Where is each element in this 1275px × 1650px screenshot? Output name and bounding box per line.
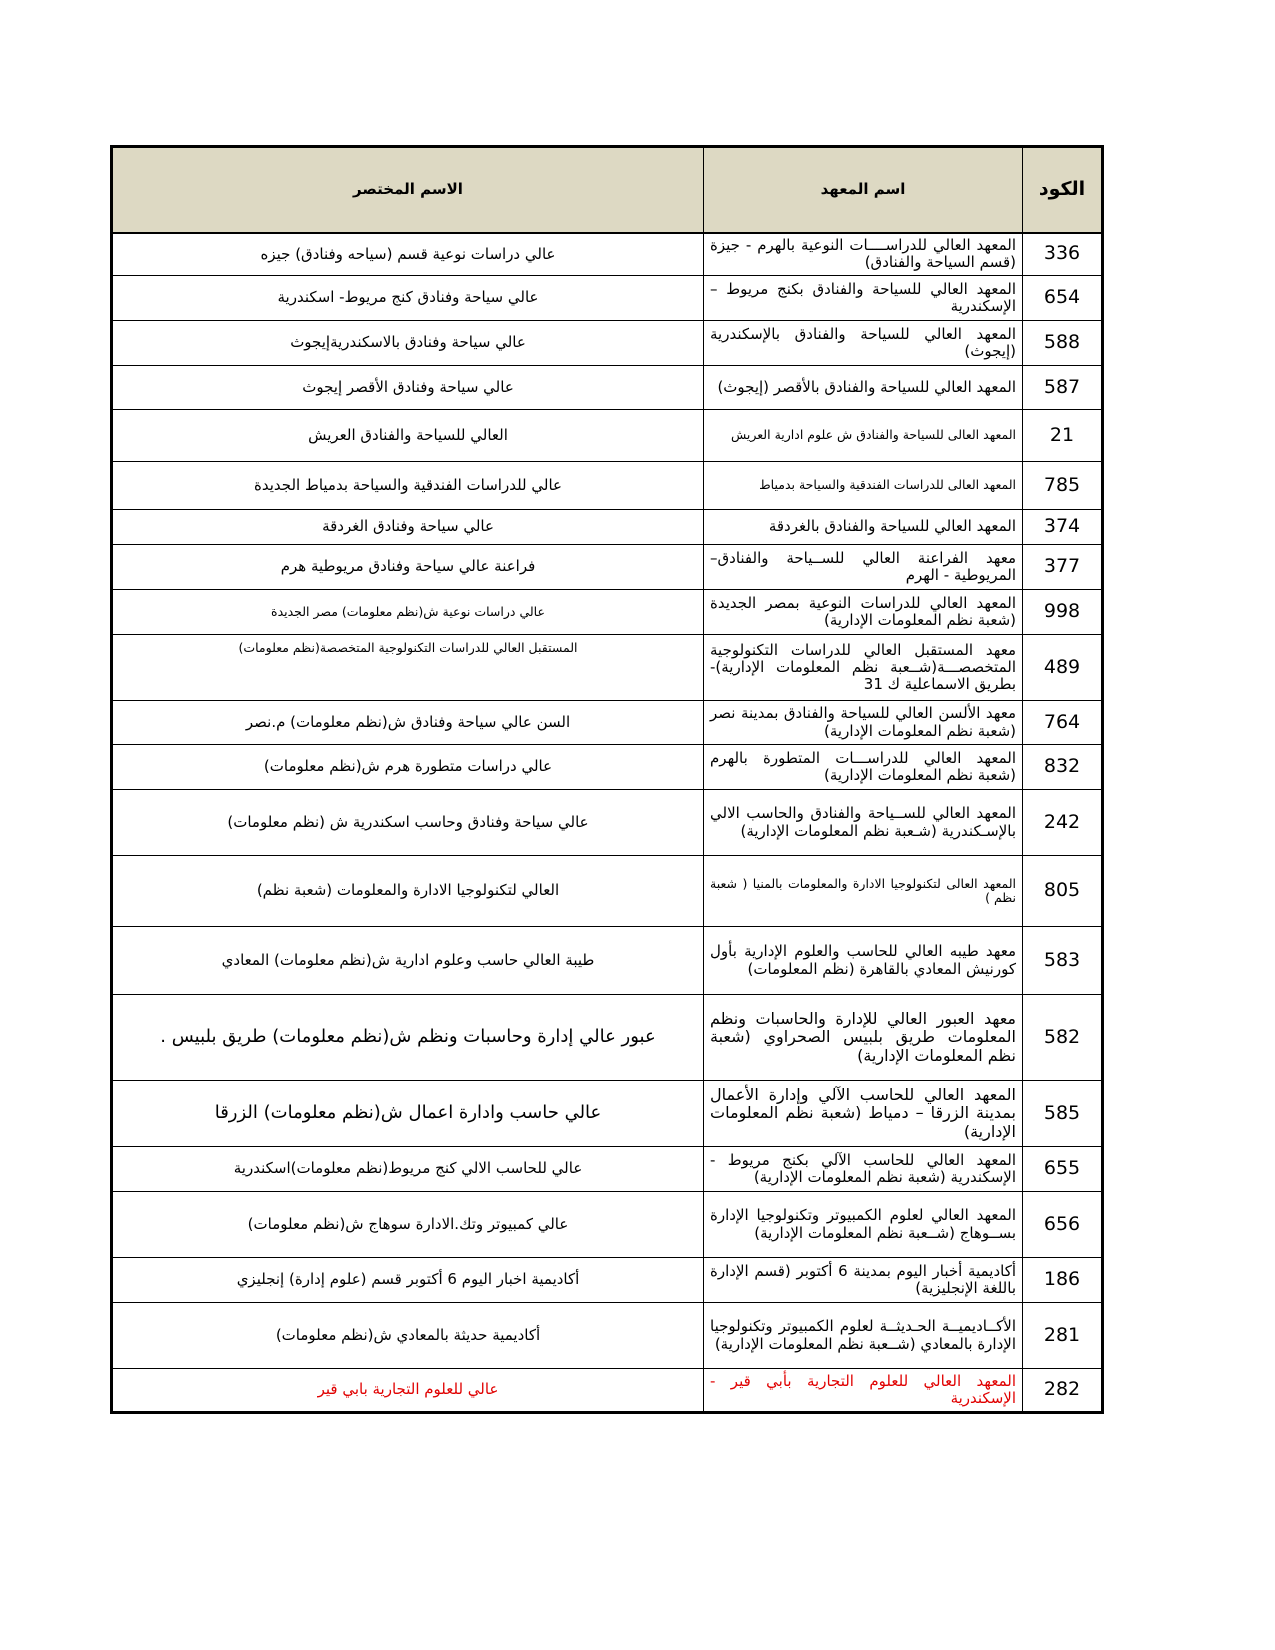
table-row: [112, 462, 1103, 510]
table-row: [112, 1081, 1103, 1147]
row-institute-name: المعهد العالي لعلوم الكمبيوتر وتكنولوجيا الإدارة بســوهاج (شــعبة نظم المعلومات الإدارية): [704, 1192, 1023, 1258]
row-code: 374: [1023, 510, 1103, 545]
row-institute-name: المعهد العالى للدراسات الفندقية والسياحة بدمياط: [704, 462, 1023, 510]
row-institute-name: المعهد العالي للدراســـات المتطورة بالهرم (شعبة نظم المعلومات الإدارية): [704, 745, 1023, 790]
row-short-name: عالي سياحة وفنادق الأقصر إيجوث: [112, 366, 704, 410]
row-institute-name: المعهد العالي للسياحة والفنادق بالغردقة: [704, 510, 1023, 545]
table-row: [112, 321, 1103, 366]
row-institute-name: المعهد العالي للسياحة والفنادق بالأقصر (إيجوث): [704, 366, 1023, 410]
row-institute-name: أكاديمية أخبار اليوم بمدينة 6 أكتوبر (قسم الإدارة باللغة الإنجليزية): [704, 1258, 1023, 1303]
table-row-highlighted: [112, 1369, 1103, 1413]
row-code: 805: [1023, 856, 1103, 927]
table-row: [112, 510, 1103, 545]
row-institute-name: معهد طيبه العالي للحاسب والعلوم الإدارية بأول كورنيش المعادي بالقاهرة (نظم المعلومات): [704, 927, 1023, 995]
row-code: 281: [1023, 1303, 1103, 1369]
header-institute-name: اسم المعهد: [704, 147, 1023, 233]
table-row: [112, 545, 1103, 590]
row-code: 336: [1023, 233, 1103, 276]
row-institute-name: المعهد العالى لتكنولوجيا الادارة والمعلومات بالمنيا ( شعبة نظم ): [704, 856, 1023, 927]
header-code: الكود: [1023, 147, 1103, 233]
row-institute-name: المعهد العالي للحاسب الآلي بكنج مريوط - الإسكندرية (شعبة نظم المعلومات الإدارية): [704, 1147, 1023, 1192]
table-row: [112, 995, 1103, 1081]
row-short-name: عالي دراسات نوعية قسم (سياحه وفنادق) جيزه: [112, 233, 704, 276]
row-institute-name: المعهد العالي للسياحة والفنادق بكنج مريوط – الإسكندرية: [704, 276, 1023, 321]
table-header-row: [112, 147, 1103, 233]
row-short-name: عالي دراسات نوعية ش(نظم معلومات) مصر الجديدة: [112, 590, 704, 635]
row-short-name: طيبة العالي حاسب وعلوم ادارية ش(نظم معلومات) المعادي: [112, 927, 704, 995]
row-code: 785: [1023, 462, 1103, 510]
table-row: [112, 790, 1103, 856]
row-code: 186: [1023, 1258, 1103, 1303]
table-row: [112, 635, 1103, 701]
row-code: 587: [1023, 366, 1103, 410]
row-institute-name: معهد الفراعنة العالي للســياحة والفنادق– المريوطية - الهرم: [704, 545, 1023, 590]
row-code: 654: [1023, 276, 1103, 321]
row-code: 588: [1023, 321, 1103, 366]
row-code: 656: [1023, 1192, 1103, 1258]
row-short-name: السن عالي سياحة وفنادق ش(نظم معلومات) م.نصر: [112, 701, 704, 745]
row-institute-name: معهد المستقبل العالي للدراسات التكنولوجية المتخصصـــة(شــعبة نظم المعلومات الإدارية)-بطريق الاسماعلية ك 31: [704, 635, 1023, 701]
row-institute-name: المعهد العالي للسياحة والفنادق بالإسكندرية (إيجوث): [704, 321, 1023, 366]
row-institute-name: معهد العبور العالي للإدارة والحاسبات ونظم المعلومات طريق بلبيس الصحراوي (شعبة نظم المعلومات الإدارية): [704, 995, 1023, 1081]
row-institute-name: المعهد العالي للدراســــات النوعية بالهرم - جيزة (قسم السياحة والفنادق): [704, 233, 1023, 276]
row-institute-name: المعهد العالي للدراسات النوعية بمصر الجديدة (شعبة نظم المعلومات الإدارية): [704, 590, 1023, 635]
row-institute-name: المعهد العالى للسياحة والفنادق ش علوم ادارية العريش: [704, 410, 1023, 462]
row-code: 585: [1023, 1081, 1103, 1147]
institutes-table: [110, 145, 1104, 1414]
row-institute-name: الأكــاديميــة الحـديثــة لعلوم الكمبيوتر وتكنولوجيا الإدارة بالمعادي (شــعبة نظم المعلومات الإدارية): [704, 1303, 1023, 1369]
table-row: [112, 1303, 1103, 1369]
row-short-name: المستقبل العالي للدراسات التكنولوجية المتخصصة(نظم معلومات): [112, 635, 704, 701]
row-institute-name: المعهد العالي للحاسب الآلي وإدارة الأعمال بمدينة الزرقا – دمياط (شعبة نظم المعلومات الإدارية): [704, 1081, 1023, 1147]
row-short-name: فراعنة عالي سياحة وفنادق مريوطية هرم: [112, 545, 704, 590]
table-row: [112, 590, 1103, 635]
table-row: [112, 1258, 1103, 1303]
row-short-name: أكاديمية حديثة بالمعادي ش(نظم معلومات): [112, 1303, 704, 1369]
row-short-name: عالي للعلوم التجارية بابي قير: [112, 1369, 704, 1413]
table-row: [112, 410, 1103, 462]
table-row: [112, 233, 1103, 276]
row-short-name: عالي حاسب وادارة اعمال ش(نظم معلومات) الزرقا: [112, 1081, 704, 1147]
row-short-name: عالي كمبيوتر وتك.الادارة سوهاج ش(نظم معلومات): [112, 1192, 704, 1258]
row-short-name: عالي للحاسب الالي كنج مريوط(نظم معلومات)اسكندرية: [112, 1147, 704, 1192]
table-row: [112, 366, 1103, 410]
table-row: [112, 1147, 1103, 1192]
row-short-name: عالي سياحة وفنادق الغردقة: [112, 510, 704, 545]
row-code: 377: [1023, 545, 1103, 590]
row-short-name: عبور عالي إدارة وحاسبات ونظم ش(نظم معلومات) طريق بلبيس .: [112, 995, 704, 1081]
row-code: 21: [1023, 410, 1103, 462]
header-short-name: الاسم المختصر: [112, 147, 704, 233]
table-row: [112, 701, 1103, 745]
row-code: 998: [1023, 590, 1103, 635]
row-short-name: عالي سياحة وفنادق كنج مريوط- اسكندرية: [112, 276, 704, 321]
table-row: [112, 927, 1103, 995]
table-row: [112, 1192, 1103, 1258]
row-code: 655: [1023, 1147, 1103, 1192]
row-code: 583: [1023, 927, 1103, 995]
table-row: [112, 745, 1103, 790]
row-short-name: العالي للسياحة والفنادق العريش: [112, 410, 704, 462]
row-code: 582: [1023, 995, 1103, 1081]
row-institute-name: معهد الألسن العالي للسياحة والفنادق بمدينة نصر (شعبة نظم المعلومات الإدارية): [704, 701, 1023, 745]
table-row: [112, 276, 1103, 321]
row-short-name: عالي دراسات متطورة هرم ش(نظم معلومات): [112, 745, 704, 790]
row-short-name: أكاديمية اخبار اليوم 6 أكتوبر قسم (علوم إدارة) إنجليزي: [112, 1258, 704, 1303]
row-code: 489: [1023, 635, 1103, 701]
row-code: 764: [1023, 701, 1103, 745]
row-short-name: العالي لتكنولوجيا الادارة والمعلومات (شعبة نظم): [112, 856, 704, 927]
row-code: 282: [1023, 1369, 1103, 1413]
row-short-name: عالي للدراسات الفندقية والسياحة بدمياط الجديدة: [112, 462, 704, 510]
row-code: 242: [1023, 790, 1103, 856]
row-code: 832: [1023, 745, 1103, 790]
row-short-name: عالي سياحة وفنادق وحاسب اسكندرية ش (نظم معلومات): [112, 790, 704, 856]
row-institute-name: المعهد العالي للعلوم التجارية بأبي قير - الإسكندرية: [704, 1369, 1023, 1413]
row-short-name: عالي سياحة وفنادق بالاسكندريةإيجوث: [112, 321, 704, 366]
table-row: [112, 856, 1103, 927]
row-institute-name: المعهد العالي للســياحة والفنادق والحاسب الالي بالإسـكندرية (شـعبة نظم المعلومات الإدارية): [704, 790, 1023, 856]
